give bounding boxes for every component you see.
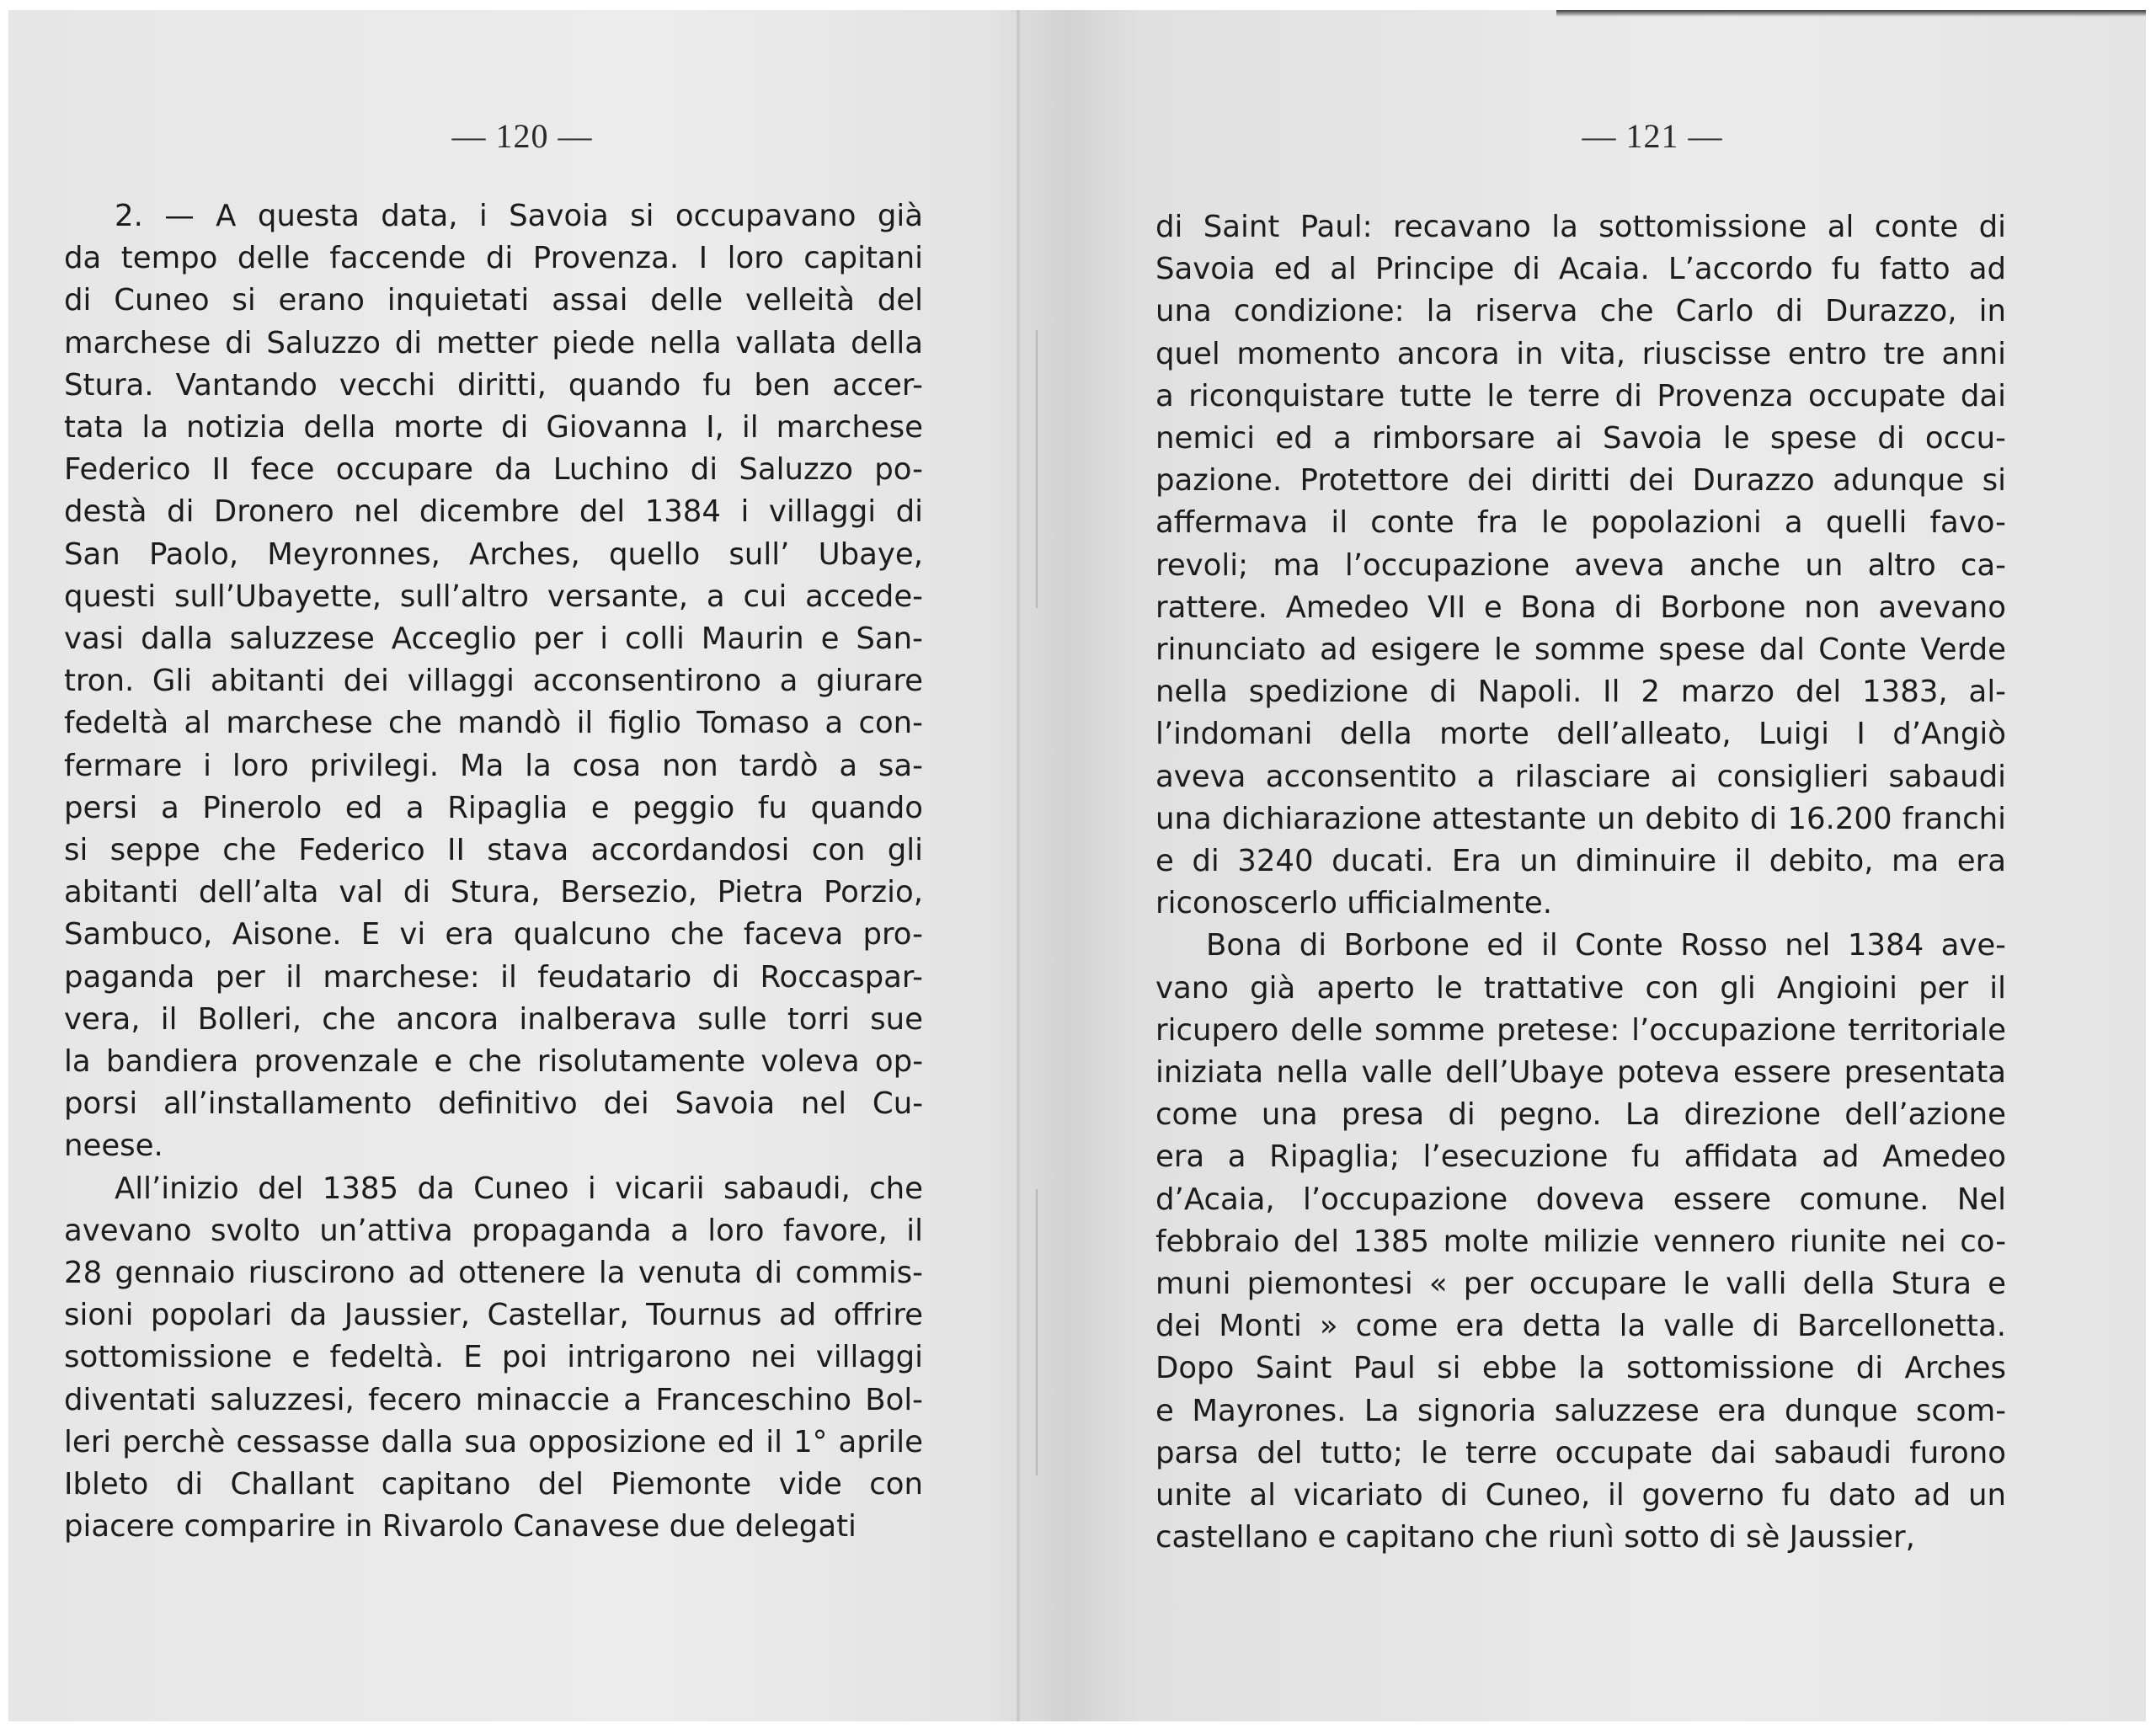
text-line: e di 3240 ducati. Era un diminuire il debito, ma era — [1155, 844, 2006, 878]
text-line: parsa del tutto; le terre occupate dai sabaudi furono — [1155, 1435, 2006, 1470]
text-line: si seppe che Federico II stava accordandosi con gli — [64, 833, 923, 867]
text-line: porsi all’installamento definitivo dei Savoia nel Cu- — [64, 1086, 923, 1122]
left-page — [8, 10, 1016, 1721]
text-line: marchese di Saluzzo di metter piede nella vallata della — [64, 325, 923, 360]
text-line: abitanti dell’alta val di Stura, Bersezio, Pietra Porzio, — [64, 875, 923, 910]
text-line: d’Acaia, l’occupazione doveva essere comune. Nel — [1155, 1182, 2006, 1217]
text-line: questi sull’Ubayette, sull’altro versante, a cui accede- — [64, 579, 923, 614]
text-line: All’inizio del 1385 da Cuneo i vicarii sabaudi, che — [115, 1171, 923, 1206]
right-page — [1021, 10, 2146, 1721]
text-line: Dopo Saint Paul si ebbe la sottomissione di Arches — [1155, 1351, 2006, 1386]
text-line: una dichiarazione attestante un debito di 16.200 franchi — [1155, 801, 2006, 836]
text-line: nella spedizione di Napoli. Il 2 marzo del 1383, al- — [1155, 675, 2006, 710]
text-line: unite al vicariato di Cuneo, il governo fu dato ad un — [1155, 1478, 2006, 1513]
text-line: vano già aperto le trattative con gli Angioini per il — [1155, 970, 2006, 1006]
text-line: avevano svolto un’attiva propaganda a loro favore, il — [64, 1213, 923, 1248]
text-line: Bona di Borbone ed il Conte Rosso nel 1384 ave- — [1206, 928, 2006, 963]
text-line: l’indomani della morte dell’alleato, Luigi I d’Angiò — [1155, 717, 2006, 752]
text-line: Federico II fece occupare da Luchino di Saluzzo po- — [64, 452, 923, 488]
text-line: iniziata nella valle dell’Ubaye poteva essere presentata — [1155, 1055, 2006, 1090]
text-line: la bandiera provenzale e che risolutamente voleva op- — [64, 1044, 923, 1079]
text-line: fedeltà al marchese che mandò il figlio Tomaso a con- — [64, 706, 923, 741]
text-line: piacere comparire in Rivarolo Canavese due delegati — [64, 1509, 857, 1545]
text-line: persi a Pinerolo ed a Ripaglia e peggio fu quando — [64, 790, 923, 825]
text-line: aveva acconsentito a rilasciare ai consiglieri sabaudi — [1155, 759, 2006, 794]
text-line: febbraio del 1385 molte milizie vennero riunite nei co- — [1155, 1224, 2006, 1259]
text-line: rinunciato ad esigere le somme spese dal Conte Verde — [1155, 632, 2006, 667]
page-number: — 121 — — [1582, 117, 1723, 155]
text-line: nemici ed a rimborsare ai Savoia le spese di occu- — [1155, 421, 2006, 456]
text-line: Savoia ed al Principe di Acaia. L’accordo fu fatto ad — [1155, 252, 2006, 287]
text-line: vasi dalla saluzzese Acceglio per i colli Maurin e San- — [64, 622, 923, 656]
text-line: 28 gennaio riuscirono ad ottenere la venuta di commis- — [64, 1256, 923, 1290]
text-line: a riconquistare tutte le terre di Provenza occupate dai — [1155, 378, 2006, 413]
text-line: destà di Dronero nel dicembre del 1384 i villaggi di — [64, 494, 923, 530]
text-line: riconoscerlo ufficialmente. — [1155, 886, 1553, 921]
text-line: dei Monti » come era detta la valle di Barcellonetta. — [1155, 1309, 2006, 1344]
text-line: neese. — [64, 1128, 163, 1164]
text-line: da tempo delle faccende di Provenza. I loro capitani — [64, 241, 923, 276]
text-line: castellano e capitano che riunì sotto di sè Jaussier, — [1155, 1520, 1915, 1555]
text-line: vera, il Bolleri, che ancora inalberava sulle torri sue — [64, 1001, 923, 1037]
text-line: ricupero delle somme pretese: l’occupazione territoriale — [1155, 1012, 2006, 1048]
text-line: quel momento ancora in vita, riuscisse entro tre anni — [1155, 336, 2006, 371]
text-line: diventati saluzzesi, fecero minaccie a Franceschino Bol- — [64, 1382, 923, 1417]
page-number: — 120 — — [451, 117, 593, 155]
text-line: 2. — A questa data, i Savoia si occupavano già — [115, 199, 923, 233]
text-line: affermava il conte fra le popolazioni a quelli favo- — [1155, 505, 2006, 541]
text-line: San Paolo, Meyronnes, Arches, quello sull’ Ubaye, — [64, 536, 923, 572]
text-line: di Cuneo si erano inquietati assai delle velleità del — [64, 283, 923, 318]
book-spread — [8, 10, 2146, 1721]
text-line: come una presa di pegno. La direzione dell’azione — [1155, 1097, 2006, 1133]
text-line: revoli; ma l’occupazione aveva anche un altro ca- — [1155, 547, 2006, 583]
text-line: e Mayrones. La signoria saluzzese era dunque scom- — [1155, 1393, 2006, 1428]
text-line: era a Ripaglia; l’esecuzione fu affidata ad Amedeo — [1155, 1139, 2006, 1175]
text-line: tron. Gli abitanti dei villaggi acconsentirono a giurare — [64, 664, 923, 699]
text-line: Sambuco, Aisone. E vi era qualcuno che faceva pro- — [64, 917, 923, 952]
text-line: leri perchè cessasse dalla sua opposizione ed il 1° aprile — [64, 1424, 923, 1459]
text-line: muni piemontesi « per occupare le valli della Stura e — [1155, 1267, 2006, 1301]
text-line: rattere. Amedeo VII e Bona di Borbone non avevano — [1155, 590, 2006, 625]
text-line: pazione. Protettore dei diritti dei Durazzo adunque si — [1155, 463, 2006, 499]
text-line: Stura. Vantando vecchi diritti, quando fu ben accer- — [64, 367, 923, 403]
text-line: fermare i loro privilegi. Ma la cosa non tardò a sa- — [64, 748, 923, 783]
text-line: sioni popolari da Jaussier, Castellar, Tournus ad offrire — [64, 1298, 923, 1333]
text-line: sottomissione e fedeltà. E poi intrigarono nei villaggi — [64, 1340, 923, 1375]
text-line: di Saint Paul: recavano la sottomissione al conte di — [1155, 210, 2006, 244]
text-line: una condizione: la riserva che Carlo di Durazzo, in — [1155, 294, 2006, 329]
text-line: paganda per il marchese: il feudatario di Roccaspar- — [64, 959, 923, 995]
text-line: tata la notizia della morte di Giovanna I, il marchese — [64, 410, 923, 445]
text-line: Ibleto di Challant capitano del Piemonte vide con — [64, 1467, 923, 1502]
